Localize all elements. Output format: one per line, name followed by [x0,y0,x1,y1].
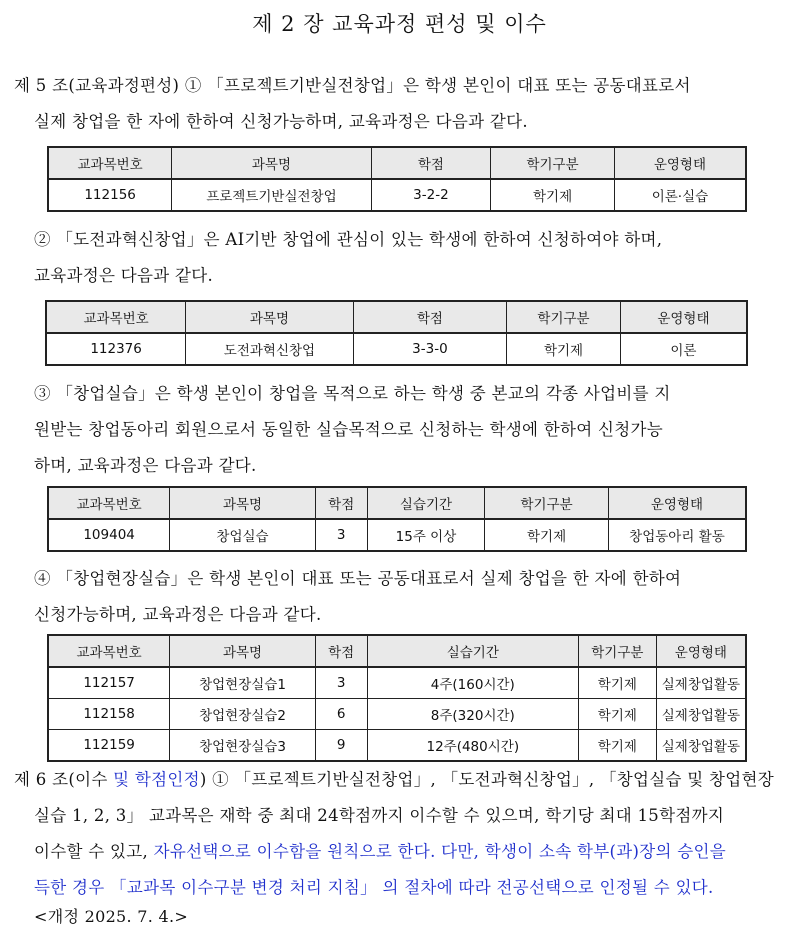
table3-header: 과목명 [170,487,316,519]
table-cell: 109404 [48,519,170,551]
p3-line3: 하며, 교육과정은 다음과 같다. [34,456,257,475]
table2-header: 교과목번호 [46,301,186,333]
table-cell: 학기제 [485,519,609,551]
table3-header: 교과목번호 [48,487,170,519]
article6-prefix: 제 6 조(이수 [14,770,114,789]
course-table-2 [45,300,748,366]
table-cell: 창업동아리 활동 [608,519,746,551]
article6-prefix-end: ) ① 「프로젝트기반실전창업」, 「도전과혁신창업」, 「창업실습 및 창업현장 [199,770,775,789]
table-row [48,667,746,699]
table-cell: 112158 [48,699,170,730]
table4-header: 학점 [315,635,367,667]
table2-header: 운영형태 [620,301,747,333]
table4-header: 실습기간 [367,635,578,667]
table-cell: 이론 [620,333,747,365]
table-cell: 창업현장실습2 [170,699,316,730]
article5-paragraph3 [34,376,784,484]
table-cell: 6 [315,699,367,730]
table3-header: 학점 [315,487,367,519]
table4-header: 과목명 [170,635,316,667]
p3-line1: ③ 「창업실습」은 학생 본인이 창업을 목적으로 하는 학생 중 본교의 각종 사업비를 지 [34,384,671,403]
table-row [48,519,746,551]
article5-paragraph1 [14,68,784,140]
article6-line3-blue: 자유선택으로 이수함을 원칙으로 한다. 다만, 학생이 소속 학부(과)장의 승인을 [153,842,726,861]
table-cell: 112376 [46,333,186,365]
table-cell: 도전과혁신창업 [186,333,353,365]
table-cell: 창업실습 [170,519,316,551]
table-cell: 9 [315,730,367,762]
p4-line1: ④ 「창업현장실습」은 학생 본인이 대표 또는 공동대표로서 실제 창업을 한 자에 한하여 [34,569,682,588]
table-cell: 창업현장실습1 [170,667,316,699]
table-cell: 학기제 [578,667,656,699]
table-cell: 3-2-2 [371,179,491,211]
table1-header: 학기구분 [491,147,615,179]
table1-header: 학점 [371,147,491,179]
article5-paragraph2 [34,222,784,294]
table2-header: 학점 [353,301,507,333]
table-cell: 실제창업활동 [656,730,746,762]
table4-header: 교과목번호 [48,635,170,667]
table-cell: 학기제 [578,730,656,762]
table-cell: 이론·실습 [614,179,746,211]
table-cell: 3 [315,667,367,699]
table-cell: 창업현장실습3 [170,730,316,762]
article5-line2: 실제 창업을 한 자에 한하여 신청가능하며, 교육과정은 다음과 같다. [34,112,528,131]
table1-header: 교과목번호 [48,147,172,179]
p4-line2: 신청가능하며, 교육과정은 다음과 같다. [34,605,322,624]
article6-line1 [14,762,784,798]
table-cell: 학기제 [507,333,621,365]
article6-line3-black: 이수할 수 있고, [34,842,154,861]
table-cell: 학기제 [578,699,656,730]
table-row [48,699,746,730]
table-cell: 실제창업활동 [656,667,746,699]
table-cell: 12주(480시간) [367,730,578,762]
article5-line1: 제 5 조(교육과정편성) ① 「프로젝트기반실전창업」은 학생 본인이 대표 또는 공동대표로서 [14,76,691,95]
table-cell: 112156 [48,179,172,211]
p3-line2: 원받는 창업동아리 회원으로서 동일한 실습목적으로 신청하는 학생에 한하여 신청가능 [34,420,663,439]
table4-header: 운영형태 [656,635,746,667]
article6-line2: 실습 1, 2, 3」 교과목은 재학 중 최대 24학점까지 이수할 수 있으며, 학기당 최대 15학점까지 [34,806,725,825]
table3-header: 운영형태 [608,487,746,519]
article6-line4: 득한 경우 「교과목 이수구분 변경 처리 지침」 의 절차에 따라 전공선택으로 인정될 수 있다. [34,878,714,897]
table1-header: 운영형태 [614,147,746,179]
article5-paragraph4 [34,561,784,633]
chapter-title: 제 2 장 교육과정 편성 및 이수 [252,12,547,36]
table-cell: 112157 [48,667,170,699]
table-cell: 112159 [48,730,170,762]
table-cell: 15주 이상 [367,519,485,551]
p2-line1: ② 「도전과혁신창업」은 AI기반 창업에 관심이 있는 학생에 한하여 신청하여야 하며, [34,230,663,249]
table-cell: 학기제 [491,179,615,211]
table4-header: 학기구분 [578,635,656,667]
course-table-1 [47,146,747,212]
table2-header: 학기구분 [507,301,621,333]
table-row [48,179,746,211]
revision-note: <개정 2025. 7. 4.> [34,907,189,926]
course-table-4 [47,634,747,762]
article6-paragraph [14,762,784,906]
table-cell: 4주(160시간) [367,667,578,699]
table-row [48,730,746,762]
table3-header: 학기구분 [485,487,609,519]
table-cell: 3 [315,519,367,551]
article6-line3 [14,834,784,870]
table-row [46,333,747,365]
table-cell: 3-3-0 [353,333,507,365]
table-cell: 실제창업활동 [656,699,746,730]
course-table-3 [47,486,747,552]
table-cell: 8주(320시간) [367,699,578,730]
table2-header: 과목명 [186,301,353,333]
table-cell: 프로젝트기반실전창업 [172,179,371,211]
table1-header: 과목명 [172,147,371,179]
article6-prefix-blue: 및 학점인정 [113,770,200,789]
table3-header: 실습기간 [367,487,485,519]
p2-line2: 교육과정은 다음과 같다. [34,266,214,285]
